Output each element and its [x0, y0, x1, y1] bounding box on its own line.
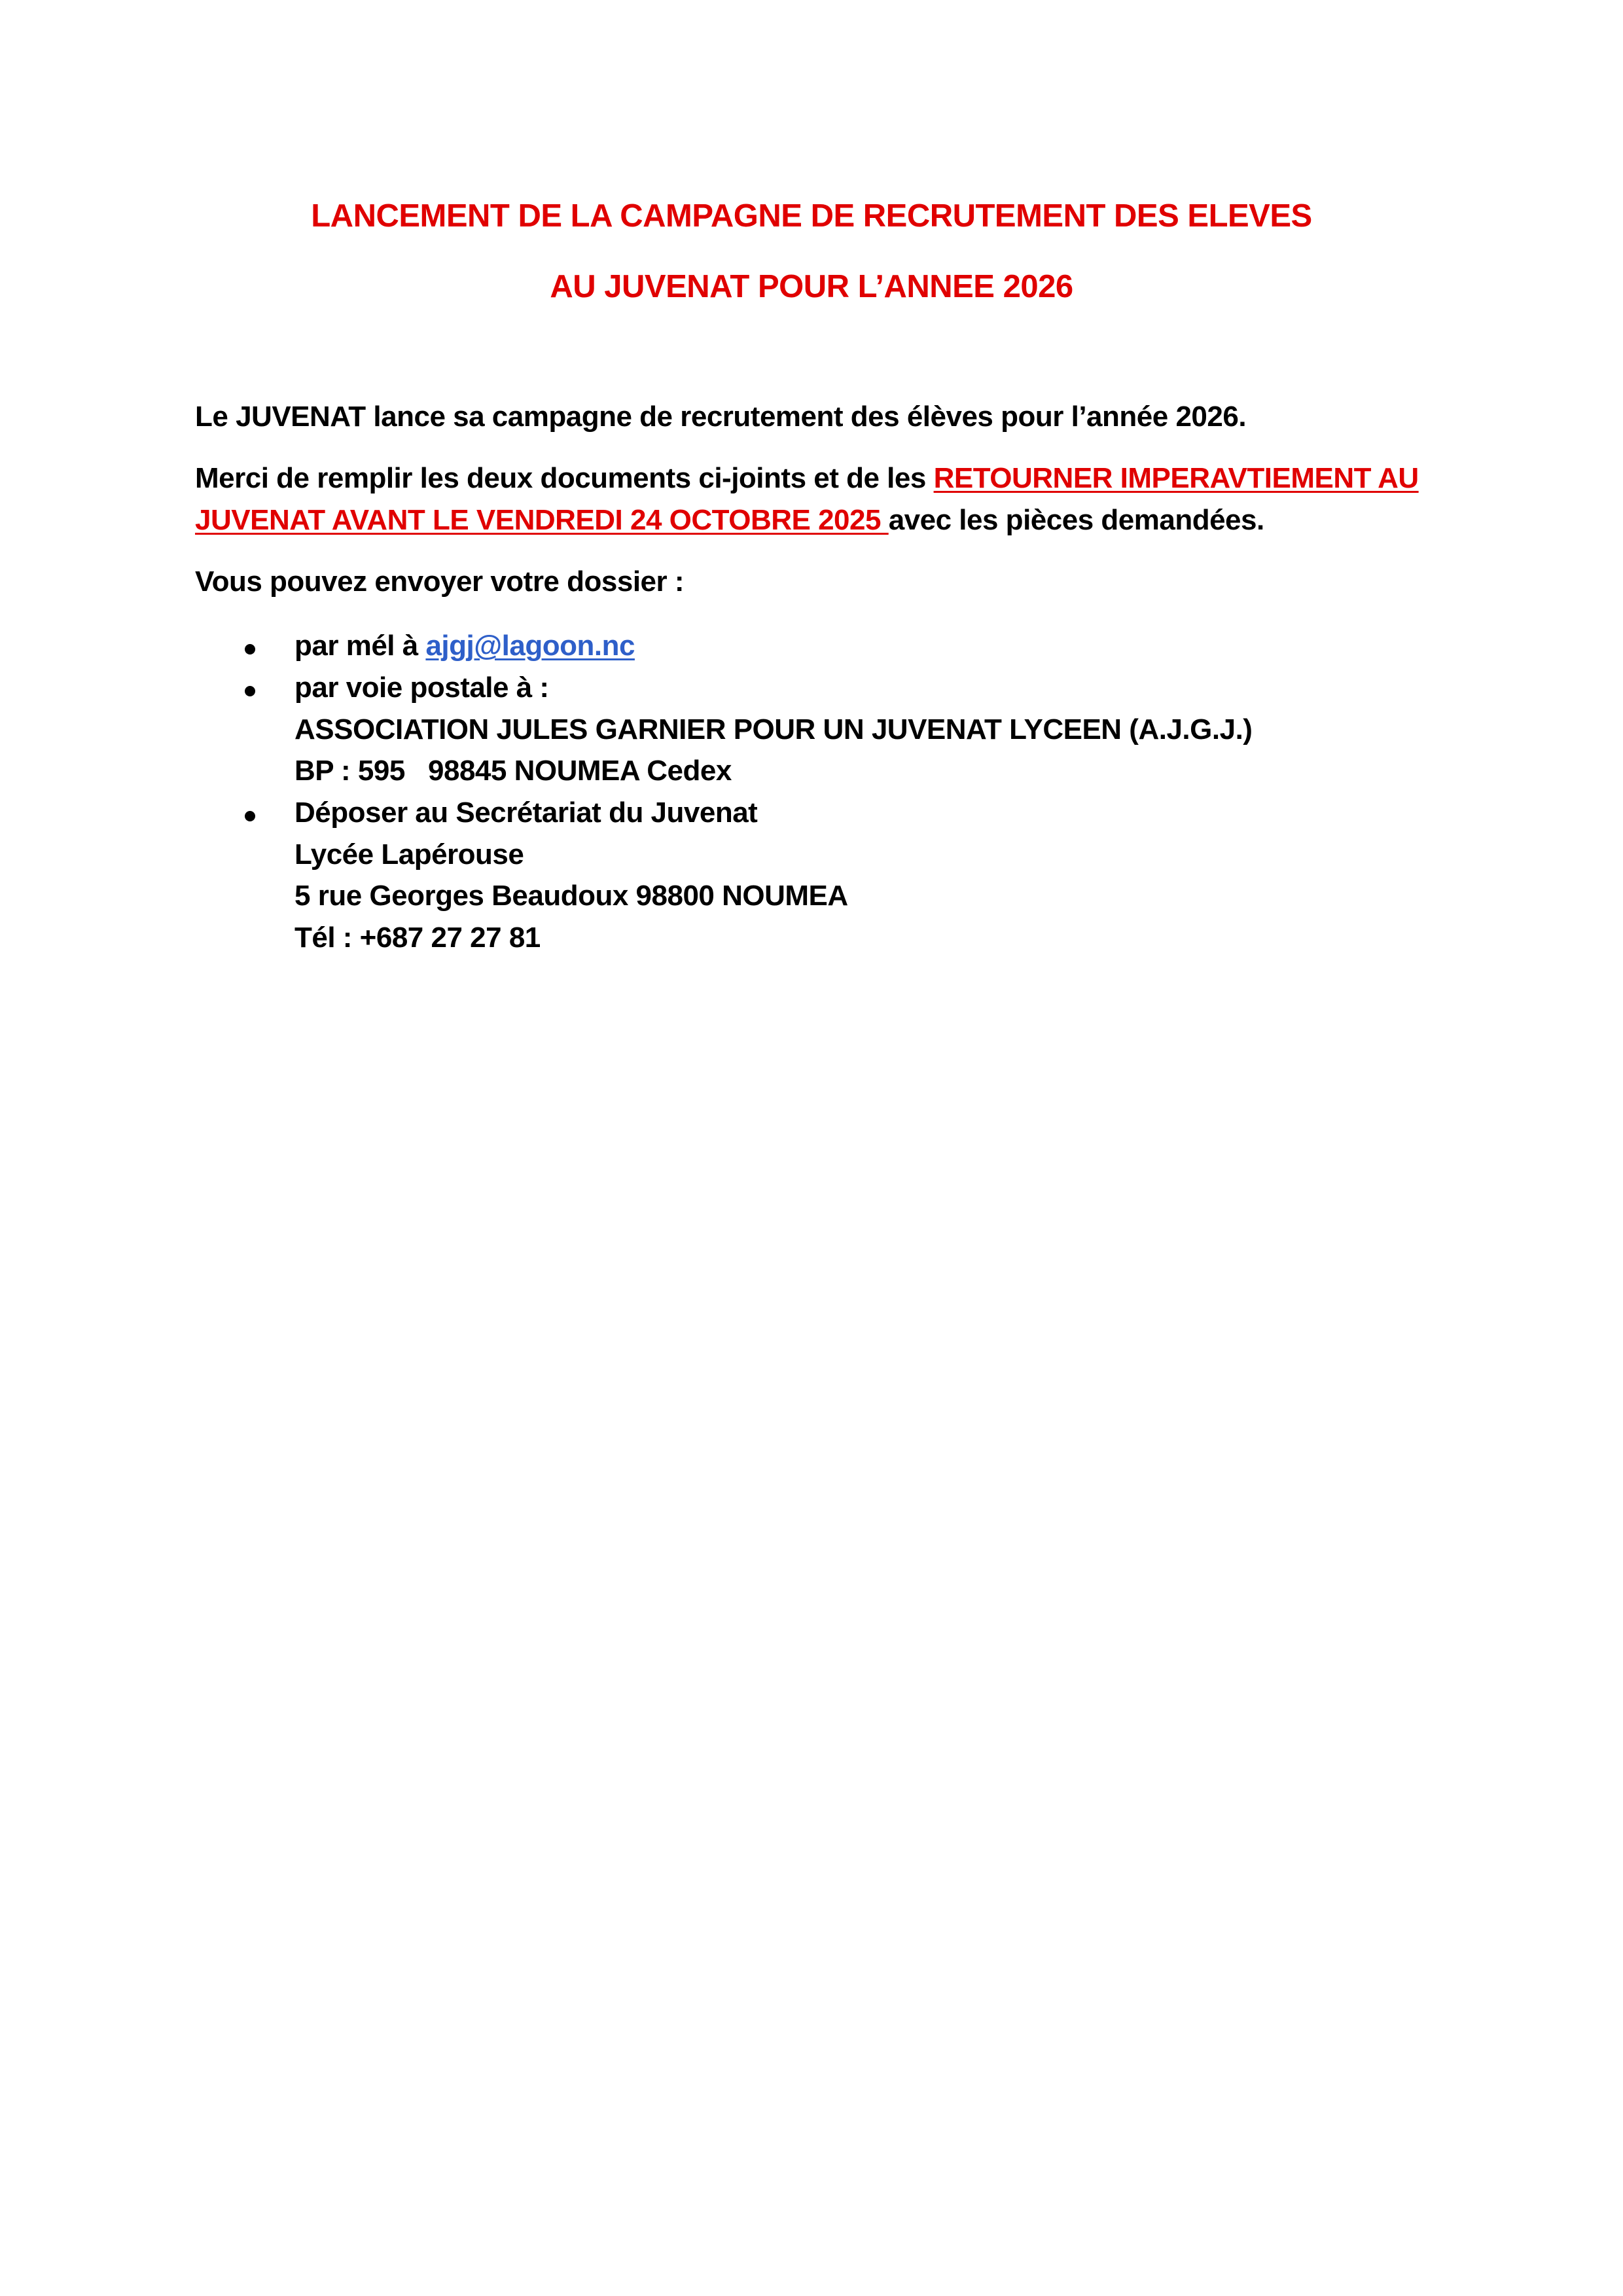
- list-item-deposit: Déposer au Secrétariat du Juvenat: [294, 797, 758, 829]
- bullet-dot-icon: [245, 811, 255, 821]
- list-item-postal: par voie postale à :: [294, 672, 549, 704]
- list-item-email: [294, 630, 635, 662]
- deposit-address-line-1: Lycée Lapérouse: [294, 838, 524, 870]
- deposit-phone: Tél : +687 27 27 81: [294, 922, 541, 954]
- document-title-line-2: AU JUVENAT POUR L’ANNEE 2026: [550, 269, 1073, 304]
- deadline-highlight-part-1: RETOURNER IMPERAVTIEMENT AU: [933, 462, 1419, 494]
- send-intro: Vous pouvez envoyer votre dossier :: [195, 565, 685, 598]
- instructions-text: Merci de remplir les deux documents ci-joints et de les: [195, 462, 934, 494]
- deadline-highlight-part-2: JUVENAT AVANT LE VENDREDI 24 OCTOBRE 2025: [195, 504, 889, 536]
- email-label: par mél à: [294, 630, 426, 662]
- postal-address-line-1: ASSOCIATION JULES GARNIER POUR UN JUVENAT LYCEEN (A.J.G.J.): [294, 713, 1253, 745]
- instructions-line-2: [195, 504, 1264, 537]
- instructions-end-text: avec les pièces demandées.: [888, 504, 1264, 536]
- instructions-line-1: [195, 462, 1419, 495]
- intro-paragraph: Le JUVENAT lance sa campagne de recrutement des élèves pour l’année 2026.: [195, 401, 1247, 433]
- email-link[interactable]: ajgj@lagoon.nc: [425, 630, 635, 662]
- deposit-address-line-2: 5 rue Georges Beaudoux 98800 NOUMEA: [294, 880, 848, 912]
- bullet-dot-icon: [245, 644, 255, 655]
- postal-address-line-2: BP : 595 98845 NOUMEA Cedex: [294, 755, 732, 787]
- bullet-dot-icon: [245, 686, 255, 696]
- document-title-line-1: LANCEMENT DE LA CAMPAGNE DE RECRUTEMENT DES ELEVES: [311, 198, 1312, 234]
